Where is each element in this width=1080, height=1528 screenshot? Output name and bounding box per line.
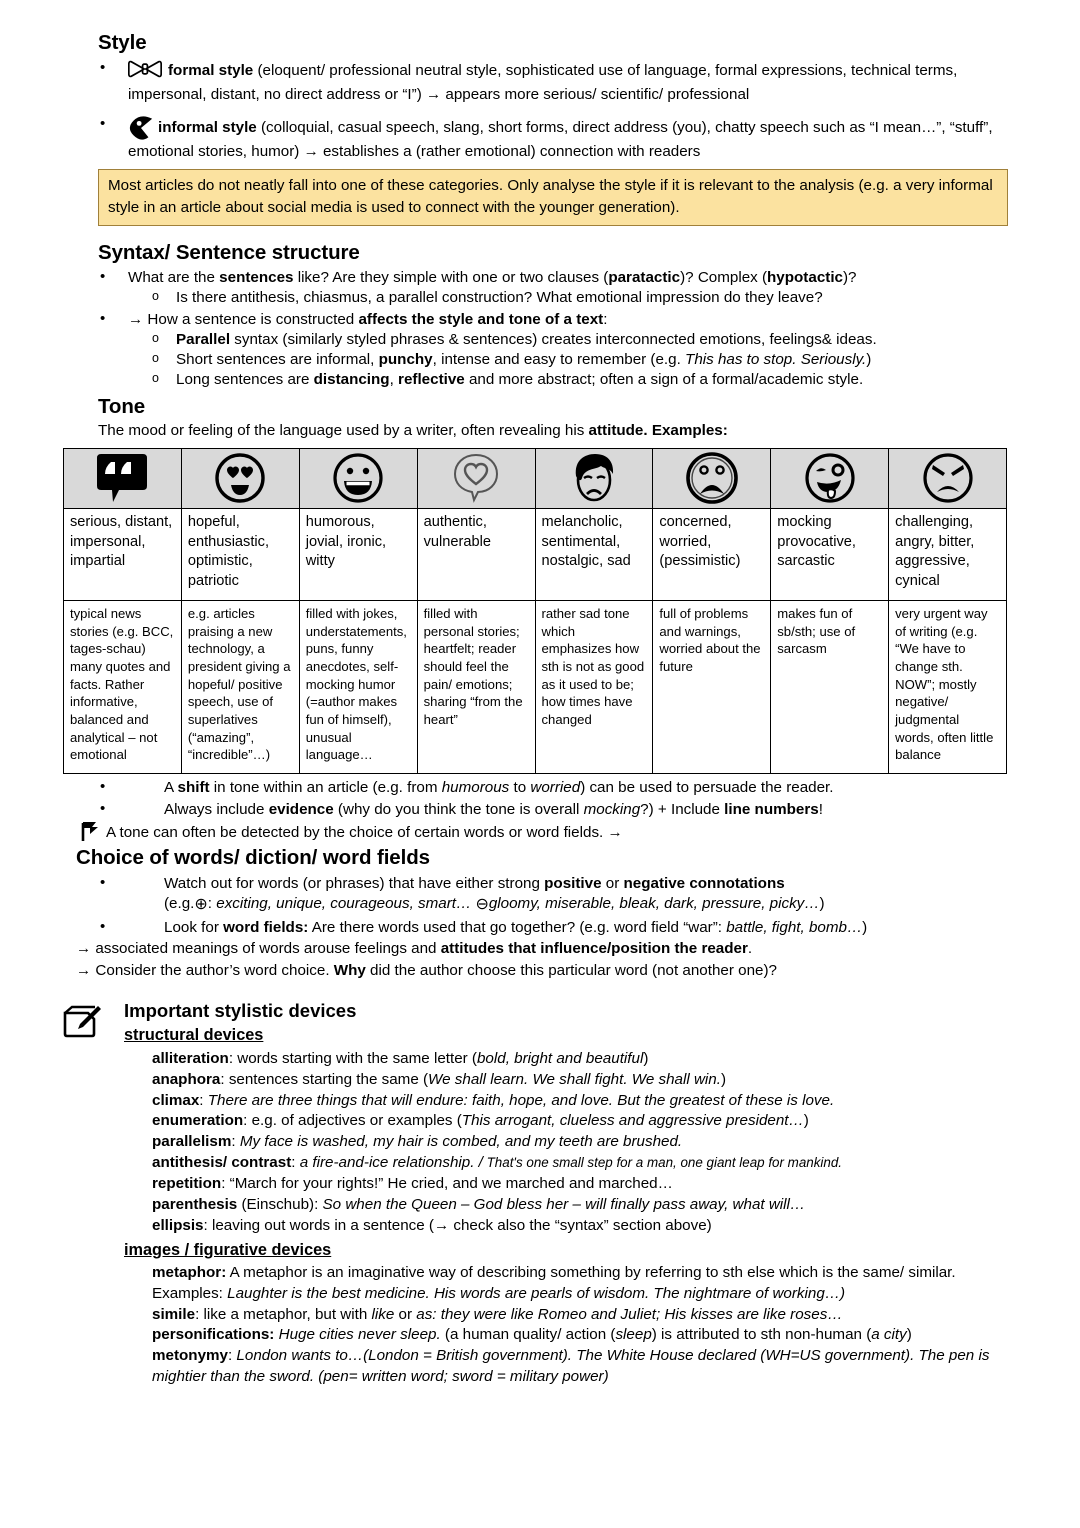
device-ital: There are three things that will endure: faith, hope, and love. But the greatest of these is love. [207, 1091, 835, 1109]
flag-arrow-icon [80, 820, 100, 848]
device-simile [152, 1305, 1018, 1325]
images-devices-list [152, 1263, 1018, 1387]
tone-desc-5: full of problems and warnings, worried about the future [653, 601, 771, 774]
tone-after-list [62, 778, 1018, 820]
diction-arrow-line-2 [76, 961, 1018, 981]
tone-after-b2-c: ?) + Include [640, 800, 725, 818]
device-sep: : [199, 1091, 208, 1109]
device-tail: ) [803, 1112, 809, 1130]
tone-table [63, 448, 1007, 774]
tone-terms-3: authentic, vulnerable [417, 508, 535, 600]
tone-after-b1-bold: shift [177, 779, 210, 797]
informal-style-term: informal style [158, 118, 257, 136]
device-sep: : [291, 1154, 300, 1172]
tone-desc-7: very urgent way of writing (e.g. “We have to change sth. NOW”; mostly negative/ judgmental words, often little balance [889, 601, 1007, 774]
tone-after-b2-i: mocking [583, 800, 641, 818]
device-anaphora [152, 1070, 1018, 1090]
tone-after-bullet-2 [62, 800, 1018, 820]
device-ital: London wants to…(London = British government). The White House declared (WH=US government). The pen is mightier than the sword. (pen= written word; sword = military power) [152, 1347, 990, 1385]
style-bullet-list [62, 59, 1018, 162]
tone-after-bullet-1 [62, 778, 1018, 798]
diction-bullet-2 [62, 918, 1018, 938]
device-ital: bold, bright and beautiful [476, 1049, 644, 1067]
device-ital: We shall learn. We shall fight. We shall win. [428, 1070, 721, 1088]
tone-intro [98, 421, 1018, 441]
device-ital: My face is washed, my hair is combed, and my teeth are brushed. [239, 1133, 683, 1151]
syntax-bullet-2 [62, 310, 1018, 390]
tone-after-b2-d: ! [818, 800, 823, 818]
device-plain: : [227, 1347, 237, 1365]
section-heading-diction: Choice of words/ diction/ word fields [76, 845, 430, 869]
diction-b1-bold1: positive [544, 874, 602, 892]
diction-connotations-line [164, 894, 1018, 916]
section-heading-style: Style [98, 31, 147, 54]
syntax-sub3-a: Short sentences are informal, [176, 351, 379, 369]
formal-style-text: (eloquent/ professional neutral style, sophisticated use of language, formal expressions, technical terms, impersonal, distant, no direct address or “I”) → appears more serious/ scientific/ professional [128, 61, 958, 103]
device-term: anaphora [152, 1070, 221, 1088]
tone-after-b2-a: Always include [164, 800, 269, 818]
device-sep: : [221, 1174, 230, 1192]
diction-arrow2-a: → Consider the author’s word choice. [76, 962, 334, 980]
device-term: alliteration [152, 1049, 229, 1067]
device-ital: Laughter is the best medicine. His words are pearls of wisdom. The nightmare of working…) [227, 1284, 846, 1302]
device-term: parallelism [152, 1133, 232, 1151]
device-plain: A metaphor is an imaginative way of describing something by referring to sth else which is the same/ similar. Examples: [152, 1264, 956, 1302]
syntax-sub3-c: ) [866, 351, 872, 369]
diction-b1-bold2: negative connotations [623, 874, 785, 892]
stylistic-devices-section [62, 999, 1018, 1387]
diction-b2-b: Are there words used that go together? (e.g. word field “war”: [308, 918, 727, 936]
syntax-sub-4 [128, 370, 1018, 390]
diction-l2-a: (e.g. [164, 894, 195, 912]
diction-arrow-line-1 [76, 939, 1018, 959]
device-enumeration [152, 1111, 1018, 1131]
quote-bubble-icon [66, 452, 179, 504]
syntax-sublist-2 [128, 330, 1018, 390]
device-mid: (a human quality/ action ( [440, 1326, 616, 1344]
device-personifications [152, 1325, 1018, 1345]
syntax-sublist-1 [128, 288, 1018, 308]
tone-after-b2-bold1: evidence [268, 800, 334, 818]
device-climax [152, 1091, 1018, 1111]
tone-desc-2: filled with jokes, understatements, puns, funny anecdotes, self-mocking humor (=author makes fun of himself), unusual language… [299, 601, 417, 774]
tone-intro-bold2: Examples: [651, 421, 728, 439]
tone-terms-0: serious, distant, impersonal, impartial [64, 508, 182, 600]
device-ital: This arrogant, clueless and aggressive president… [461, 1112, 804, 1130]
syntax-sub3-b: , intense and easy to remember (e.g. [432, 351, 686, 369]
syntax-b1-c: )? Complex ( [680, 269, 768, 287]
diction-arrow2-bold: Why [333, 962, 366, 980]
syntax-sub4-b: , [389, 371, 399, 388]
syntax-b2-bold: affects the style and tone of a text [358, 311, 604, 329]
diction-l2-c: ) [819, 894, 825, 912]
tone-flag-text: A tone can often be detected by the choice of certain words or word fields. → [106, 823, 623, 841]
device-metaphor [152, 1263, 1018, 1304]
device-ital: Huge cities never sleep. [278, 1326, 441, 1344]
structural-devices-heading: structural devices [124, 1026, 264, 1045]
diction-arrow1-a: → associated meanings of words arouse feelings and [76, 940, 441, 958]
device-sep: : [220, 1070, 229, 1088]
informal-style-bullet [62, 115, 1018, 162]
tone-icon-cell-7 [889, 448, 1007, 508]
device-alliteration [152, 1049, 1018, 1069]
diction-b1-a: Watch out for words (or phrases) that have either strong [164, 874, 545, 892]
tone-after-b1-a: A [164, 779, 178, 797]
tone-terms-1: hopeful, enthusiastic, optimistic, patriotic [181, 508, 299, 600]
syntax-b1-d: )? [842, 269, 857, 287]
tone-table-terms-row [64, 508, 1007, 600]
tone-terms-5: concerned, worried, (pessimistic) [653, 508, 771, 600]
syntax-bullet-list [62, 268, 1018, 389]
winking-tongue-face-icon [773, 452, 886, 504]
tone-table-desc-row [64, 601, 1007, 774]
device-term: ellipsis [152, 1216, 204, 1234]
tone-after-b1-i1: humorous [441, 779, 510, 797]
syntax-bullet-1 [62, 268, 1018, 308]
diction-l2-b: : [207, 894, 217, 912]
tone-desc-3: filled with personal stories; heartfelt; reader should feel the pain/ emotions; sharing “from the heart” [417, 601, 535, 774]
worried-face-icon [655, 452, 768, 504]
angry-face-icon [891, 452, 1004, 504]
syntax-sub3-i: This has to stop. Seriously. [685, 351, 867, 369]
tone-icon-cell-3 [417, 448, 535, 508]
syntax-sub4-a: Long sentences are [176, 371, 314, 388]
pen-write-icon [62, 1005, 102, 1045]
device-term: enumeration [152, 1112, 244, 1130]
device-ital: a fire-and-ice relationship. / [299, 1154, 483, 1172]
syntax-b1-b: like? Are they simple with one or two clauses ( [293, 269, 609, 287]
tone-after-b2-b: (why do you think the tone is overall [333, 800, 584, 818]
tone-icon-cell-5 [653, 448, 771, 508]
formal-style-term: formal style [168, 61, 254, 79]
device-sep: (Einschub): [237, 1195, 323, 1213]
tone-icon-cell-0 [64, 448, 182, 508]
syntax-sub4-c: and more abstract; often a sign of a formal/academic style. [464, 371, 864, 388]
device-antithesis [152, 1153, 1018, 1173]
syntax-sub2-text: syntax (similarly styled phrases & sentences) creates interconnected emotions, feelings& ideas. [230, 331, 877, 349]
tone-terms-2: humorous, jovial, ironic, witty [299, 508, 417, 600]
device-term: metaphor: [152, 1264, 227, 1282]
tone-after-b1-c: to [509, 779, 531, 797]
heart-eyes-face-icon [184, 452, 297, 504]
device-plain: “March for your rights!” He cried, and we marched and marched… [229, 1174, 673, 1192]
syntax-b1-bold1: sentences [219, 269, 294, 287]
device-ital2: sleep [615, 1326, 652, 1344]
tone-desc-6: makes fun of sb/sth; use of sarcasm [771, 601, 889, 774]
sad-person-icon [538, 452, 651, 504]
diction-b2-a: Look for [164, 918, 224, 936]
device-term: personifications: [152, 1326, 275, 1344]
device-plain: sentences starting the same ( [228, 1070, 429, 1088]
tone-icon-cell-6 [771, 448, 889, 508]
section-heading-syntax: Syntax/ Sentence structure [98, 240, 360, 264]
device-sep: : [231, 1133, 240, 1151]
device-ital2: as: they were like Romeo and Juliet; His kisses are like roses… [416, 1305, 843, 1323]
syntax-b1-a: What are the [128, 269, 220, 287]
syntax-b2-a: → How a sentence is constructed [128, 311, 359, 329]
grinning-face-icon [302, 452, 415, 504]
diction-arrow1-b: . [747, 940, 753, 958]
tone-after-b1-b: in tone within an article (e.g. from [209, 779, 442, 797]
syntax-sub4-bold1: distancing [313, 371, 390, 388]
stylistic-devices-title: Important stylistic devices [124, 1000, 357, 1022]
tone-flag-line [76, 823, 1018, 843]
tone-intro-bold1: attitude. [588, 421, 648, 439]
device-sep: : [228, 1049, 238, 1067]
syntax-sub4-bold2: reflective [398, 371, 465, 388]
diction-b2-c: ) [862, 918, 868, 936]
diction-b2-i: battle, fight, bomb… [726, 918, 863, 936]
syntax-b1-bold3: hypotactic [767, 269, 843, 287]
device-small-ital: That's one small step for a man, one giant leap for mankind. [482, 1155, 842, 1171]
tone-icon-cell-1 [181, 448, 299, 508]
device-sep: : [203, 1216, 212, 1234]
device-plain: e.g. of adjectives or examples ( [251, 1112, 462, 1130]
formal-style-bullet [62, 59, 1018, 105]
device-tail: ) [643, 1049, 649, 1067]
tone-intro-a: The mood or feeling of the language used by a writer, often revealing his [98, 421, 589, 439]
section-heading-tone: Tone [98, 394, 146, 418]
device-term: antithesis/ contrast [152, 1154, 292, 1172]
bowtie-icon [128, 59, 162, 85]
device-term: simile [152, 1305, 196, 1323]
images-devices-heading: images / figurative devices [124, 1241, 332, 1260]
device-ital3: a city [871, 1326, 907, 1344]
tone-terms-7: challenging, angry, bitter, aggressive, cynical [889, 508, 1007, 600]
device-tail: ) [906, 1326, 912, 1344]
style-note-box: Most articles do not neatly fall into one of these categories. Only analyse the style if it is relevant to the analysis (e.g. a very informal style in an article about social media is used to connect with the younger generation). [98, 169, 1008, 225]
device-ellipsis [152, 1216, 1018, 1236]
diction-arrow1-bold: attitudes that influence/position the reader [440, 940, 748, 958]
device-tail: ) [720, 1070, 727, 1088]
tone-after-b1-i2: worried [530, 779, 581, 797]
tone-after-b2-bold2: line numbers [724, 800, 819, 818]
device-term: parenthesis [152, 1195, 238, 1213]
circled-minus-icon: ⊖ [475, 895, 489, 913]
diction-bullet-1 [62, 874, 1018, 916]
syntax-b2-b: : [603, 311, 608, 329]
tone-desc-1: e.g. articles praising a new technology, a president giving a hopeful/ positive speech, use of superlatives (“amazing”, “incredible”…) [181, 601, 299, 774]
device-plain: words starting with the same letter ( [237, 1049, 477, 1067]
tone-after-b1-d: ) can be used to persuade the reader. [580, 779, 834, 797]
device-parenthesis [152, 1195, 1018, 1215]
device-mid: or [394, 1305, 417, 1323]
device-sep: : [243, 1112, 252, 1130]
informal-style-text: (colloquial, casual speech, slang, short forms, direct address (you), chatty speech such as “I mean…”, “stuff”, emotional stories, humor) → establishes a (rather emotional) connection with readers [128, 118, 993, 160]
device-metonymy [152, 1346, 1018, 1387]
device-mid2: ) is attributed to sth non-human ( [651, 1326, 872, 1344]
device-plain: : like a metaphor, but with [195, 1305, 372, 1323]
pacman-face-icon [128, 115, 154, 142]
syntax-b1-bold2: paratactic [608, 269, 681, 287]
device-ital: So when the Queen – God bless her – will finally pass away, what will… [322, 1195, 806, 1213]
syntax-sub3-bold: punchy [378, 351, 433, 369]
tone-terms-4: melancholic, sentimental, nostalgic, sad [535, 508, 653, 600]
syntax-sub2-bold: Parallel [176, 331, 231, 349]
diction-b1-b: or [601, 874, 624, 892]
heart-speech-bubble-icon [420, 452, 533, 504]
diction-b2-bold: word fields: [223, 918, 309, 936]
diction-l2-i1: exciting, unique, courageous, smart… [216, 894, 472, 912]
structural-devices-list [152, 1049, 1018, 1236]
tone-desc-0: typical news stories (e.g. BCC, tages-schau) many quotes and facts. Rather informative, balanced and analytical – not emotional [64, 601, 182, 774]
syntax-sub-2 [128, 330, 1018, 350]
device-term: repetition [152, 1174, 222, 1192]
tone-icon-cell-4 [535, 448, 653, 508]
device-term: metonymy [152, 1347, 228, 1365]
tone-terms-6: mocking provocative, sarcastic [771, 508, 889, 600]
diction-l2-i2: gloomy, miserable, bleak, dark, pressure, picky… [488, 894, 820, 912]
circled-plus-icon: ⊕ [194, 895, 208, 913]
syntax-sub-3 [128, 350, 1018, 370]
device-parallelism [152, 1132, 1018, 1152]
device-repetition [152, 1174, 1018, 1194]
syntax-sub-1: o Is there antithesis, chiasmus, a parallel construction? What emotional impression do they leave? [128, 288, 1018, 308]
diction-bullet-list [62, 874, 1018, 938]
device-ital: like [371, 1305, 395, 1323]
tone-icon-cell-2 [299, 448, 417, 508]
tone-desc-4: rather sad tone which emphasizes how sth is not as good as it used to be; how times have changed [535, 601, 653, 774]
device-term: climax [152, 1091, 200, 1109]
device-plain: leaving out words in a sentence (→ check also the “syntax” section above) [211, 1216, 712, 1234]
tone-table-icon-row [64, 448, 1007, 508]
diction-arrow2-b: did the author choose this particular word (not another one)? [365, 962, 777, 980]
